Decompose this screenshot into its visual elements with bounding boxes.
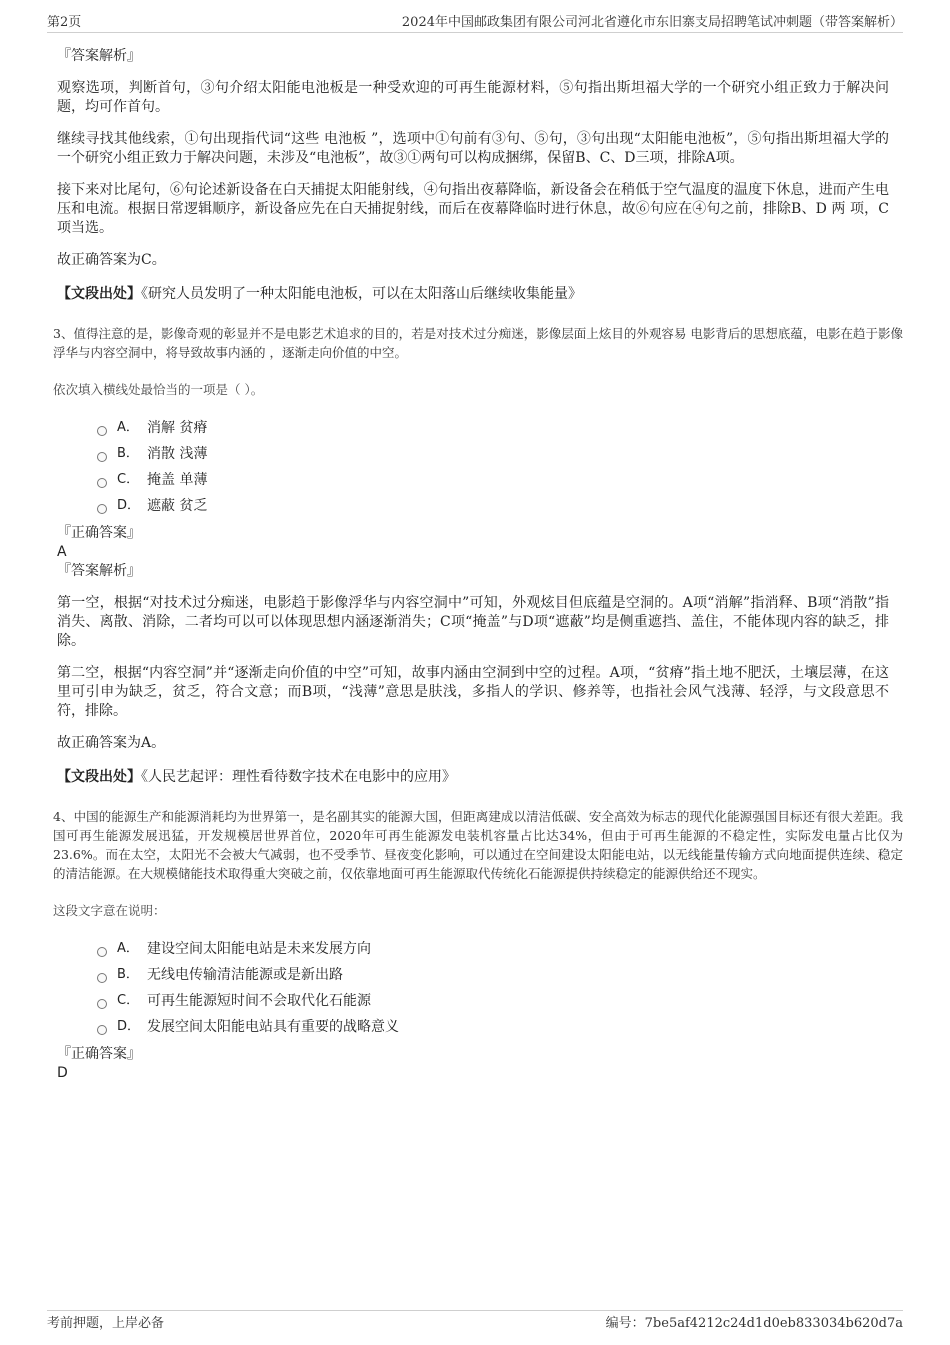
option-letter: C． <box>117 472 140 487</box>
option-letter: D． <box>117 1019 141 1034</box>
q3-analysis-paragraph-2: 第二空，根据“内容空洞”并“逐渐走向价值的中空”可知，故事内涵由空洞到中空的过程。A项，“贫瘠”指土地不肥沃，土壤层薄，在这里可引申为缺乏，贫乏，符合文意；而B项，“浅薄”意思是肤浅，多指人的学识、修养等，也指社会风气浅薄、轻浮，与文段意思不符，排除。 <box>57 665 889 719</box>
option-text: 建设空间太阳能电站是未来发展方向 <box>147 941 371 957</box>
radio-icon[interactable] <box>97 947 107 957</box>
q4-answer-label: 『正确答案』 <box>57 1046 141 1062</box>
q4-answer: D <box>57 1065 68 1081</box>
option-text: 消解 贫瘠 <box>147 420 208 436</box>
q3-source-text: 《人民艺起评：理性看待数字技术在电影中的应用》 <box>141 769 456 785</box>
q3-options <box>47 415 903 519</box>
document-title: 2024年中国邮政集团有限公司河北省遵化市东旧寨支局招聘笔试冲刺题（带答案解析） <box>401 15 903 30</box>
option-text: 遮蔽 贫乏 <box>147 498 208 514</box>
q2-analysis-paragraph-3: 接下来对比尾句，⑥句论述新设备在白天捕捉太阳能射线，④句指出夜幕降临，新设备会在稍低于空气温度的温度下休息，进而产生电压和电流。根据日常逻辑顺序，新设备应先在白天捕捉射线，而后在夜幕降临时进行休息，故⑥句应在④句之前，排除B、D 两 项，C项当选。 <box>57 182 889 236</box>
radio-icon[interactable] <box>97 478 107 488</box>
radio-icon[interactable] <box>97 452 107 462</box>
option-letter: C． <box>117 993 140 1008</box>
q2-analysis-label: 『答案解析』 <box>57 48 141 64</box>
q3-option-c[interactable] <box>97 467 903 493</box>
q3-analysis-paragraph-1: 第一空，根据“对技术过分痴迷，电影趋于影像浮华与内容空洞中”可知，外观炫目但底蕴是空洞的。A项“消解”指消释、B项“消散”指消失、离散、消除，二者均可以可以体现思想内涵逐渐消失；C项“掩盖”与D项“遮蔽”均是侧重遮挡、盖住，不能体现内容的缺乏，排除。 <box>57 595 889 649</box>
radio-icon[interactable] <box>97 999 107 1009</box>
option-letter: B． <box>117 446 139 461</box>
q3-option-d[interactable] <box>97 493 903 519</box>
option-letter: D． <box>117 498 141 513</box>
option-letter: B． <box>117 967 139 982</box>
q3-source-label: 【文段出处】 <box>57 769 141 785</box>
radio-icon[interactable] <box>97 973 107 983</box>
q3-source <box>57 767 903 787</box>
radio-icon[interactable] <box>97 504 107 514</box>
option-text: 无线电传输清洁能源或是新出路 <box>147 967 343 983</box>
option-text: 掩盖 单薄 <box>147 472 208 488</box>
q2-source <box>57 284 903 304</box>
q4-option-a[interactable] <box>97 936 903 962</box>
option-letter: A． <box>117 420 139 435</box>
option-text: 发展空间太阳能电站具有重要的战略意义 <box>147 1019 399 1035</box>
q3-answer: A <box>57 544 67 560</box>
radio-icon[interactable] <box>97 426 107 436</box>
q4-prompt: 这段文字意在说明： <box>53 903 166 918</box>
q4-options <box>47 936 903 1040</box>
footer-note: 考前押题，上岸必备 <box>47 1316 165 1331</box>
q2-conclusion: 故正确答案为C。 <box>57 252 166 268</box>
radio-icon[interactable] <box>97 1025 107 1035</box>
q3-option-b[interactable] <box>97 441 903 467</box>
option-letter: A． <box>117 941 139 956</box>
q2-source-label: 【文段出处】 <box>57 286 141 302</box>
document-serial: 编号：7be5af4212c24d1d0eb833034b620d7a <box>605 1316 903 1331</box>
q3-prompt: 依次填入横线处最恰当的一项是（ ）。 <box>53 382 264 397</box>
q3-answer-label: 『正确答案』 <box>57 525 141 541</box>
q3-option-a[interactable] <box>97 415 903 441</box>
page-footer <box>47 1310 903 1331</box>
option-text: 可再生能源短时间不会取代化石能源 <box>147 993 371 1009</box>
page-number: 第2页 <box>47 15 82 30</box>
q3-stem: 3、值得注意的是，影像奇观的彰显并不是电影艺术追求的目的，若是对技术过分痴迷，影像层面上炫目的外观容易 电影背后的思想底蕴，电影在趋于影像浮华与内容空洞中，将导致故事内涵的 ，逐渐走向价值的中空。 <box>53 326 903 360</box>
q3-analysis-label: 『答案解析』 <box>57 563 141 579</box>
q3-conclusion: 故正确答案为A。 <box>57 735 166 751</box>
q2-analysis-paragraph-2: 继续寻找其他线索，①句出现指代词“这些 电池板 ”，选项中①句前有③句、⑤句，③句出现“太阳能电池板”，⑤句指出斯坦福大学的一个研究小组正致力于解决问题，未涉及“电池板”，故③①两句可以构成捆绑，保留B、C、D三项，排除A项。 <box>57 131 889 166</box>
q4-option-c[interactable] <box>97 988 903 1014</box>
q4-option-b[interactable] <box>97 962 903 988</box>
page-header <box>47 14 903 33</box>
q4-stem: 4、中国的能源生产和能源消耗均为世界第一，是名副其实的能源大国，但距离建成以清洁低碳、安全高效为标志的现代化能源强国目标还有很大差距。我国可再生能源发展迅猛，开发规模居世界首位，2020年可再生能源发电装机容量占比达34%，但由于可再生能源的不稳定性，实际发电量占比仅为23.6%。而在太空，太阳光不会被大气减弱，也不受季节、昼夜变化影响，可以通过在空间建设太阳能电站，以无线能量传输方式向地面提供连续、稳定的清洁能源。在大规模储能技术取得重大突破之前，仅依靠地面可再生能源取代传统化石能源提供持续稳定的能源供给还不现实。 <box>53 809 903 881</box>
q2-source-text: 《研究人员发明了一种太阳能电池板，可以在太阳落山后继续收集能量》 <box>141 286 582 302</box>
q2-analysis-paragraph-1: 观察选项，判断首句，③句介绍太阳能电池板是一种受欢迎的可再生能源材料，⑤句指出斯坦福大学的一个研究小组正致力于解决问题，均可作首句。 <box>57 80 889 115</box>
page-content <box>47 46 903 1082</box>
option-text: 消散 浅薄 <box>147 446 208 462</box>
q4-option-d[interactable] <box>97 1014 903 1040</box>
